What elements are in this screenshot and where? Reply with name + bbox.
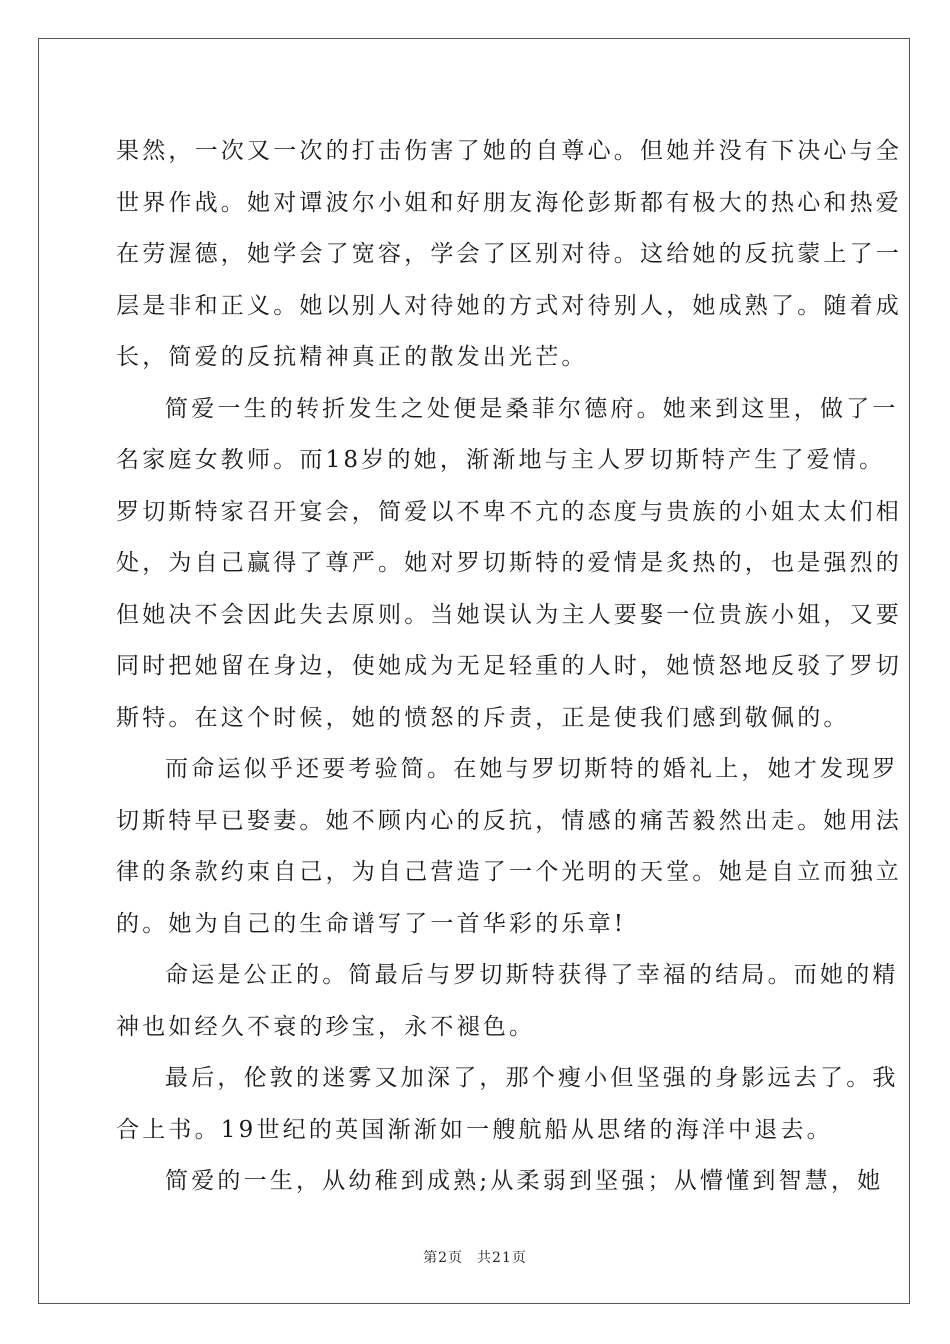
text-line: 在劳渥德，她学会了宽容，学会了区别对待。这给她的反抗蒙上了一: [116, 241, 902, 267]
paragraph-6: [116, 1156, 884, 1208]
text-line: 神也如经久不衰的珍宝，永不褪色。: [116, 1013, 536, 1040]
page-total: 共21页: [477, 1250, 527, 1266]
text-line: 果然，一次又一次的打击伤害了她的自尊心。但她并没有下决心与全: [116, 138, 902, 164]
text-line: 斯特。在这个时候，她的愤怒的斥责，正是使我们感到敬佩的。: [116, 704, 850, 731]
paragraph-3: [116, 744, 902, 950]
document-body: [116, 126, 902, 1208]
text-line: 长，简爱的反抗精神真正的散发出光芒。: [116, 344, 588, 370]
text-line: 简爱的一生，从幼稚到成熟;从柔弱到坚强；从懵懂到智慧，她: [165, 1168, 884, 1194]
text-line: 合上书。19世纪的英国渐渐如一艘航船从思绪的海洋中退去。: [116, 1116, 833, 1143]
text-line: 切斯特早已娶妻。她不顾内心的反抗，情感的痛苦毅然出走。她用法: [116, 807, 902, 834]
text-line: 名家庭女教师。而18岁的她，渐渐地与主人罗切斯特产生了爱情。: [116, 447, 886, 473]
text-line: 层是非和正义。她以别人对待她的方式对待别人，她成熟了。随着成: [116, 292, 902, 319]
text-line: 罗切斯特家召开宴会，简爱以不卑不亢的态度与贵族的小姐太太们相: [116, 498, 902, 525]
paragraph-4: [116, 950, 899, 1053]
text-line: 处，为自己赢得了尊严。她对罗切斯特的爱情是炙热的，也是强烈的: [116, 550, 902, 576]
text-line: 世界作战。她对谭波尔小姐和好朋友海伦彭斯都有极大的热心和热爱: [116, 189, 902, 216]
page-footer: [0, 1247, 950, 1267]
text-line: 而命运似乎还要考验简。在她与罗切斯特的婚礼上，她才发现罗: [165, 756, 899, 782]
text-line: 简爱一生的转折发生之处便是桑菲尔德府。她来到这里，做了一: [165, 395, 899, 422]
paragraph-5: [116, 1053, 899, 1156]
page-number: 第2页: [423, 1250, 464, 1266]
text-line: 的。她为自己的生命谱写了一首华彩的乐章!: [116, 910, 627, 937]
text-line: 命运是公正的。简最后与罗切斯特获得了幸福的结局。而她的精: [165, 962, 899, 988]
text-line: 但她决不会因此失去原则。当她误认为主人要娶一位贵族小姐，又要: [116, 601, 902, 628]
text-line: 律的条款约束自己，为自己营造了一个光明的天堂。她是自立而独立: [116, 859, 902, 885]
text-line: 最后，伦敦的迷雾又加深了，那个瘦小但坚强的身影远去了。我: [165, 1065, 899, 1091]
paragraph-2: [116, 384, 902, 745]
text-line: 同时把她留在身边，使她成为无足轻重的人时，她愤怒地反驳了罗切: [116, 653, 902, 679]
paragraph-1: [116, 126, 902, 384]
